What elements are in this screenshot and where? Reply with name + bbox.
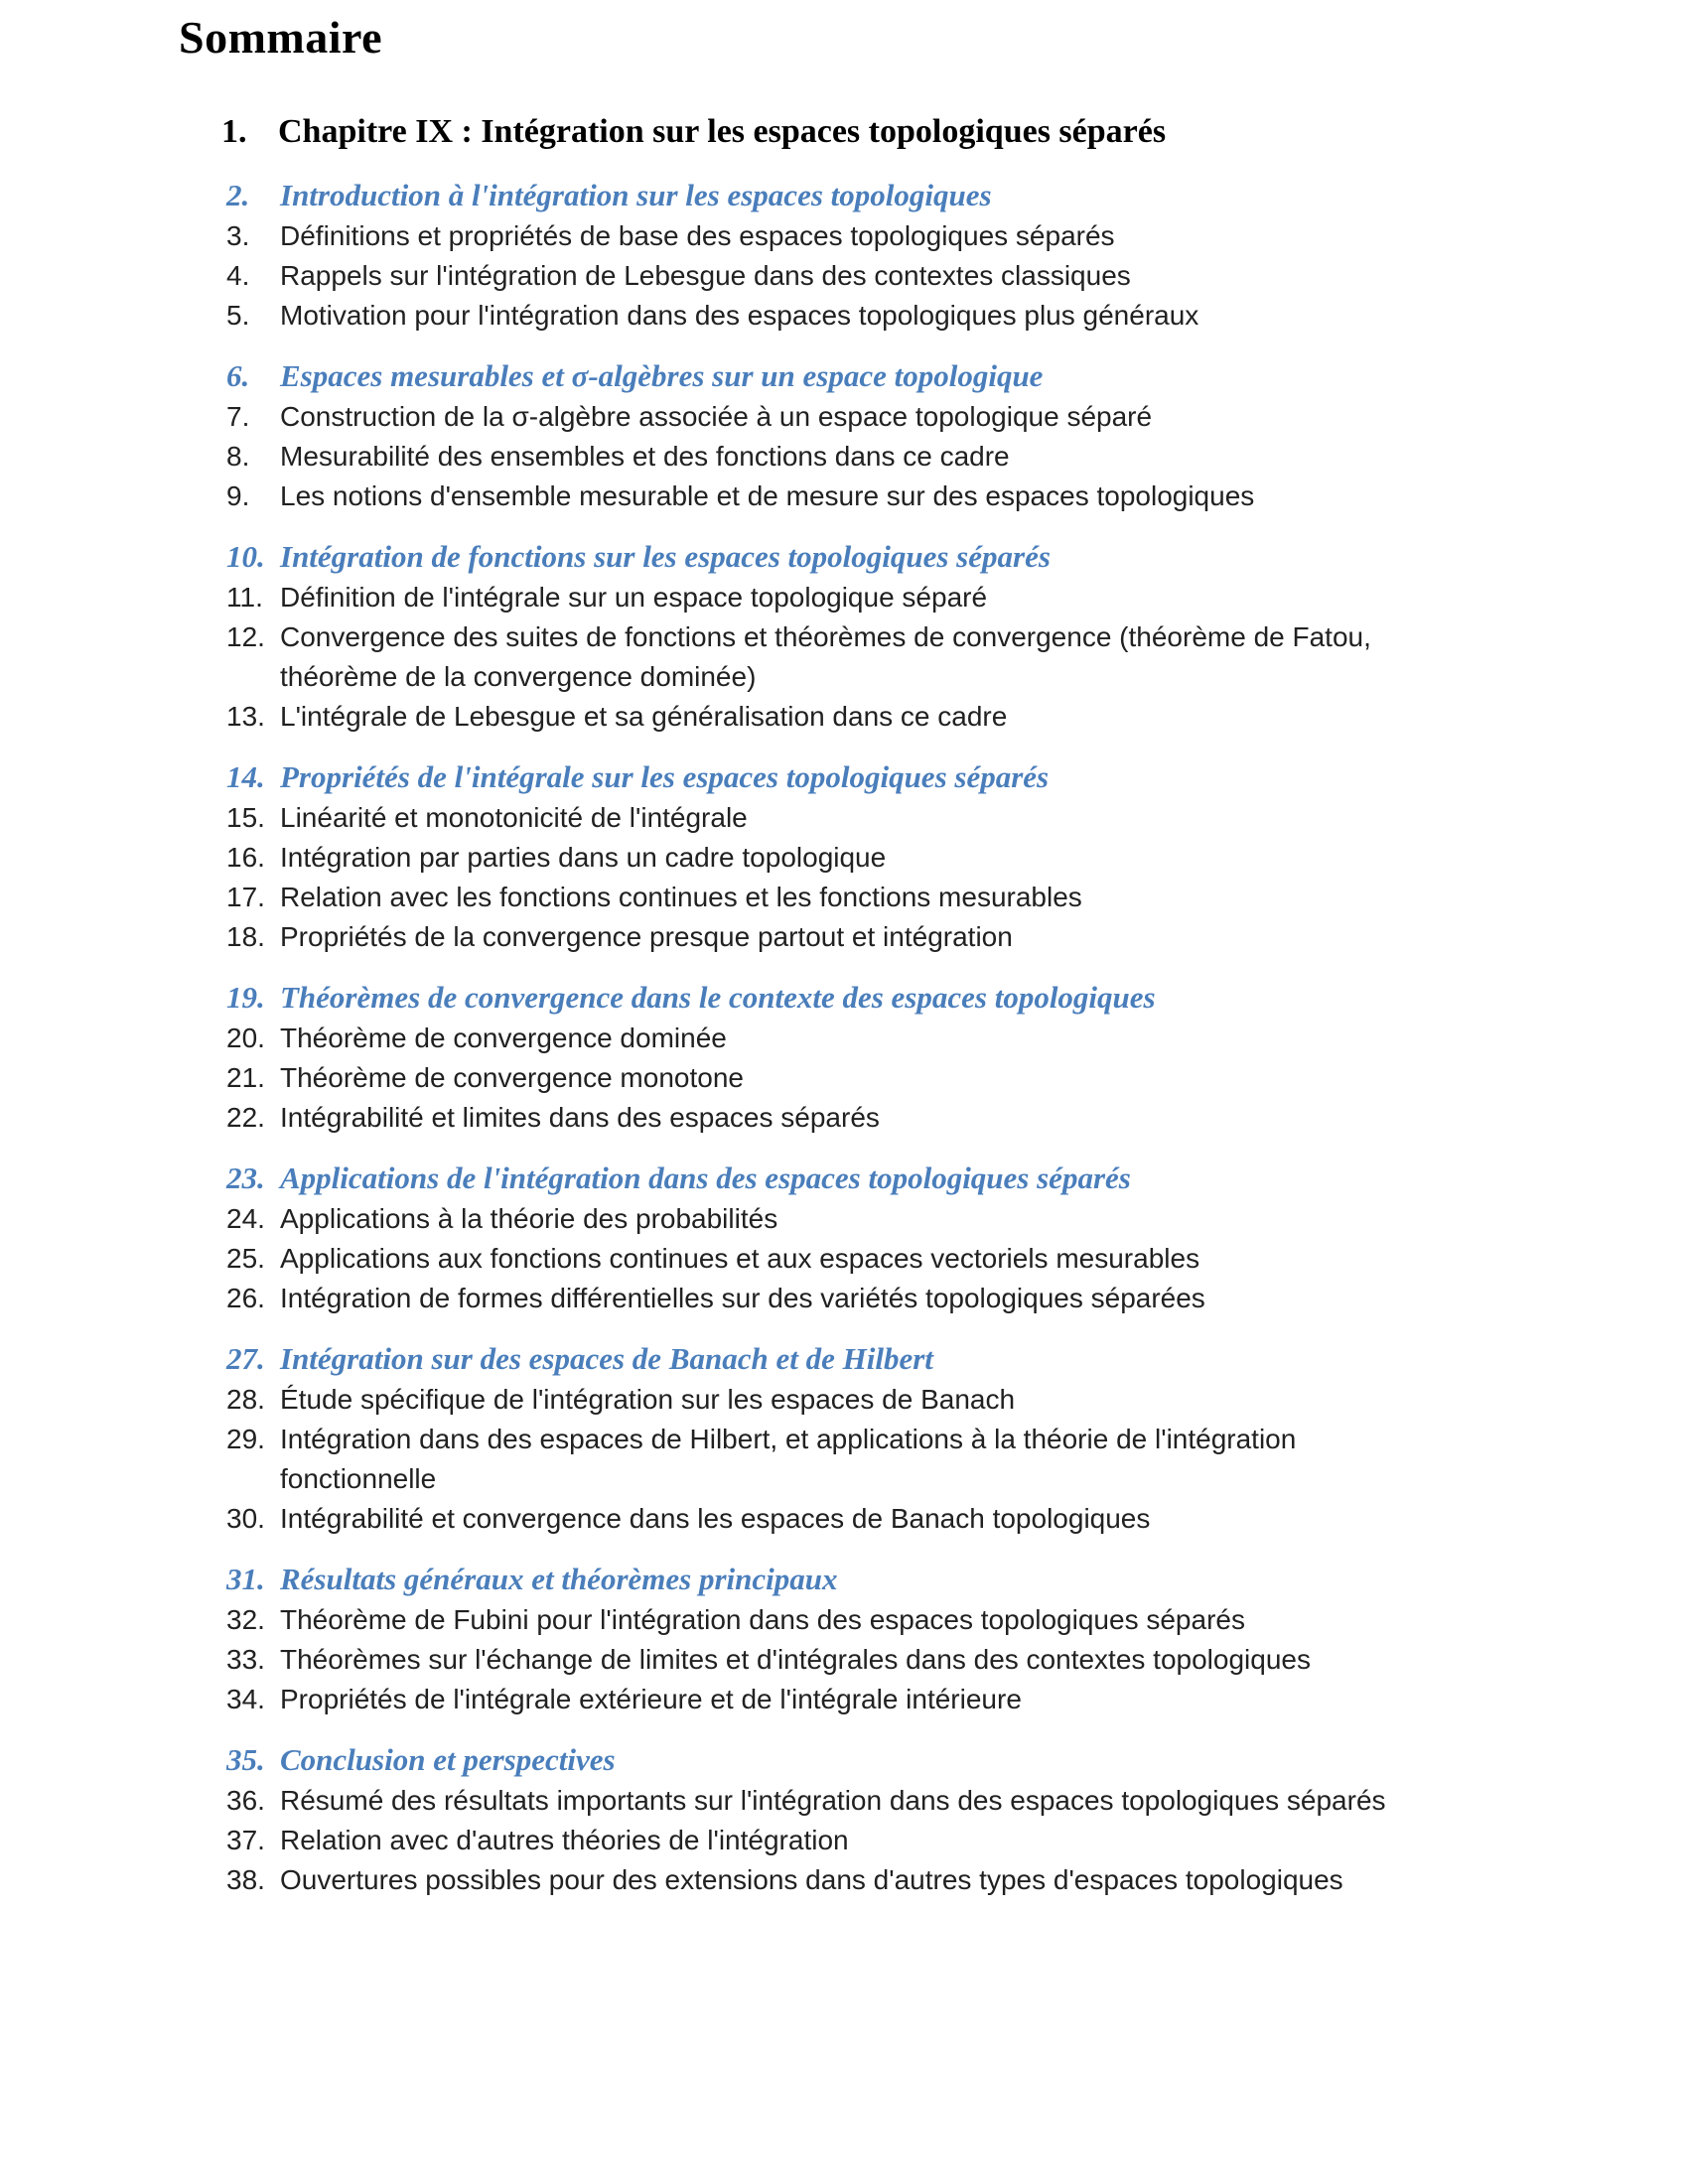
- item-text: Relation avec les fonctions continues et les fonctions mesurables: [280, 882, 1082, 912]
- item-text: Étude spécifique de l'intégration sur les espaces de Banach: [280, 1384, 1016, 1415]
- toc-item: [226, 697, 1688, 737]
- item-number: 5.: [226, 300, 250, 331]
- item-number: 16.: [226, 842, 265, 873]
- item-text: Rappels sur l'intégration de Lebesgue dans des contextes classiques: [280, 260, 1131, 291]
- toc-sections: [0, 175, 1688, 1900]
- item-text: Intégration dans des espaces de Hilbert, et applications à la théorie de l'intégration fonctionnelle: [280, 1424, 1297, 1494]
- item-number: 36.: [226, 1785, 265, 1816]
- item-number: 3.: [226, 220, 250, 251]
- section-title: Applications de l'intégration dans des espaces topologiques séparés: [280, 1160, 1131, 1195]
- item-number: 34.: [226, 1684, 265, 1714]
- item-text: Théorème de convergence dominée: [280, 1023, 727, 1053]
- item-text: Théorème de convergence monotone: [280, 1062, 744, 1093]
- chapter-heading: [221, 109, 1688, 155]
- section-number: 19.: [226, 980, 265, 1015]
- item-text: Théorème de Fubini pour l'intégration dans des espaces topologiques séparés: [280, 1604, 1245, 1635]
- section-items: [0, 1600, 1688, 1719]
- section-heading: [226, 1739, 1688, 1781]
- section-items: [0, 1380, 1688, 1539]
- item-text: Applications à la théorie des probabilités: [280, 1203, 778, 1234]
- chapter-title: Chapitre IX : Intégration sur les espaces topologiques séparés: [278, 113, 1167, 150]
- item-text: Résumé des résultats importants sur l'intégration dans des espaces topologiques séparés: [280, 1785, 1386, 1816]
- section-items: [0, 1781, 1688, 1900]
- section-heading: [226, 1559, 1688, 1600]
- section-number: 23.: [226, 1160, 265, 1195]
- toc-item: [226, 1499, 1688, 1539]
- section-title: Intégration de fonctions sur les espaces topologiques séparés: [280, 539, 1051, 574]
- item-number: 28.: [226, 1384, 265, 1415]
- toc-item: [226, 1640, 1688, 1680]
- item-number: 8.: [226, 441, 250, 472]
- item-text: Linéarité et monotonicité de l'intégrale: [280, 802, 748, 833]
- toc-item: [226, 1199, 1688, 1239]
- item-number: 37.: [226, 1825, 265, 1855]
- toc-section: [0, 1559, 1688, 1719]
- item-text: Construction de la σ-algèbre associée à un espace topologique séparé: [280, 401, 1153, 432]
- section-title: Intégration sur des espaces de Banach et de Hilbert: [280, 1341, 933, 1376]
- item-number: 25.: [226, 1243, 265, 1274]
- section-number: 31.: [226, 1562, 265, 1596]
- toc-item: [226, 1239, 1688, 1279]
- section-number: 27.: [226, 1341, 265, 1376]
- section-heading: [226, 1158, 1688, 1199]
- item-text: Convergence des suites de fonctions et théorèmes de convergence (théorème de Fatou, théorème de la convergence dominée): [280, 621, 1371, 692]
- item-number: 11.: [226, 582, 263, 613]
- item-number: 38.: [226, 1864, 265, 1895]
- section-number: 35.: [226, 1742, 265, 1777]
- item-number: 32.: [226, 1604, 265, 1635]
- toc-item: [226, 1279, 1688, 1318]
- item-number: 30.: [226, 1503, 265, 1534]
- item-text: Définitions et propriétés de base des espaces topologiques séparés: [280, 220, 1115, 251]
- item-text: Relation avec d'autres théories de l'intégration: [280, 1825, 849, 1855]
- toc-item: [226, 256, 1688, 296]
- item-text: Propriétés de la convergence presque partout et intégration: [280, 921, 1013, 952]
- item-number: 18.: [226, 921, 265, 952]
- item-number: 20.: [226, 1023, 265, 1053]
- item-number: 21.: [226, 1062, 265, 1093]
- item-text: Mesurabilité des ensembles et des fonctions dans ce cadre: [280, 441, 1010, 472]
- item-text: Définition de l'intégrale sur un espace topologique séparé: [280, 582, 988, 613]
- toc-item: [226, 617, 1688, 697]
- toc-item: [226, 1600, 1688, 1640]
- section-title: Propriétés de l'intégrale sur les espaces topologiques séparés: [280, 759, 1050, 794]
- section-heading: [226, 1338, 1688, 1380]
- toc-section: [0, 977, 1688, 1138]
- section-items: [0, 1019, 1688, 1138]
- toc-item: [226, 1420, 1688, 1499]
- toc-item: [226, 798, 1688, 838]
- item-text: Propriétés de l'intégrale extérieure et de l'intégrale intérieure: [280, 1684, 1022, 1714]
- item-text: Motivation pour l'intégration dans des espaces topologiques plus généraux: [280, 300, 1199, 331]
- section-heading: [226, 175, 1688, 216]
- section-items: [0, 397, 1688, 516]
- item-number: 22.: [226, 1102, 265, 1133]
- item-number: 17.: [226, 882, 265, 912]
- toc-item: [226, 1380, 1688, 1420]
- toc-item: [226, 578, 1688, 617]
- toc-item: [226, 1860, 1688, 1900]
- item-text: Les notions d'ensemble mesurable et de mesure sur des espaces topologiques: [280, 480, 1255, 511]
- toc-item: [226, 917, 1688, 957]
- item-number: 26.: [226, 1283, 265, 1313]
- item-number: 4.: [226, 260, 250, 291]
- item-number: 9.: [226, 480, 250, 511]
- toc-section: [0, 756, 1688, 957]
- toc-section: [0, 175, 1688, 336]
- toc-section: [0, 536, 1688, 737]
- toc-section: [0, 1338, 1688, 1539]
- section-heading: [226, 977, 1688, 1019]
- toc-item: [226, 838, 1688, 878]
- page-title: Sommaire: [179, 12, 383, 63]
- toc-item: [226, 1019, 1688, 1058]
- item-text: L'intégrale de Lebesgue et sa généralisation dans ce cadre: [280, 701, 1008, 732]
- toc-item: [226, 878, 1688, 917]
- toc-item: [226, 1098, 1688, 1138]
- item-text: Applications aux fonctions continues et aux espaces vectoriels mesurables: [280, 1243, 1200, 1274]
- item-number: 15.: [226, 802, 265, 833]
- toc-section: [0, 1739, 1688, 1900]
- section-heading: [226, 756, 1688, 798]
- item-number: 12.: [226, 621, 265, 652]
- section-heading: [226, 536, 1688, 578]
- section-title: Conclusion et perspectives: [280, 1742, 616, 1777]
- toc-item: [226, 1821, 1688, 1860]
- section-number: 6.: [226, 358, 250, 393]
- section-title: Espaces mesurables et σ-algèbres sur un espace topologique: [280, 358, 1044, 393]
- toc-section: [0, 355, 1688, 516]
- item-text: Intégrabilité et limites dans des espaces séparés: [280, 1102, 880, 1133]
- toc-item: [226, 1680, 1688, 1719]
- toc-item: [226, 216, 1688, 256]
- toc-item: [226, 296, 1688, 336]
- section-number: 2.: [226, 178, 250, 212]
- item-text: Intégrabilité et convergence dans les espaces de Banach topologiques: [280, 1503, 1151, 1534]
- item-number: 24.: [226, 1203, 265, 1234]
- item-text: Théorèmes sur l'échange de limites et d'intégrales dans des contextes topologiques: [280, 1644, 1311, 1675]
- section-items: [0, 216, 1688, 336]
- section-items: [0, 798, 1688, 957]
- toc-item: [226, 397, 1688, 437]
- section-title: Théorèmes de convergence dans le contexte des espaces topologiques: [280, 980, 1156, 1015]
- section-number: 10.: [226, 539, 265, 574]
- section-items: [0, 578, 1688, 737]
- item-text: Intégration de formes différentielles sur des variétés topologiques séparées: [280, 1283, 1205, 1313]
- toc-section: [0, 1158, 1688, 1318]
- toc-item: [226, 1058, 1688, 1098]
- section-items: [0, 1199, 1688, 1318]
- section-heading: [226, 355, 1688, 397]
- item-number: 29.: [226, 1424, 265, 1454]
- item-number: 33.: [226, 1644, 265, 1675]
- section-title: Introduction à l'intégration sur les espaces topologiques: [280, 178, 992, 212]
- item-text: Intégration par parties dans un cadre topologique: [280, 842, 887, 873]
- section-title: Résultats généraux et théorèmes principaux: [280, 1562, 838, 1596]
- toc-item: [226, 477, 1688, 516]
- toc-item: [226, 1781, 1688, 1821]
- section-number: 14.: [226, 759, 265, 794]
- item-text: Ouvertures possibles pour des extensions dans d'autres types d'espaces topologiques: [280, 1864, 1343, 1895]
- item-number: 7.: [226, 401, 250, 432]
- item-number: 13.: [226, 701, 265, 732]
- chapter-number: 1.: [221, 113, 247, 150]
- toc-item: [226, 437, 1688, 477]
